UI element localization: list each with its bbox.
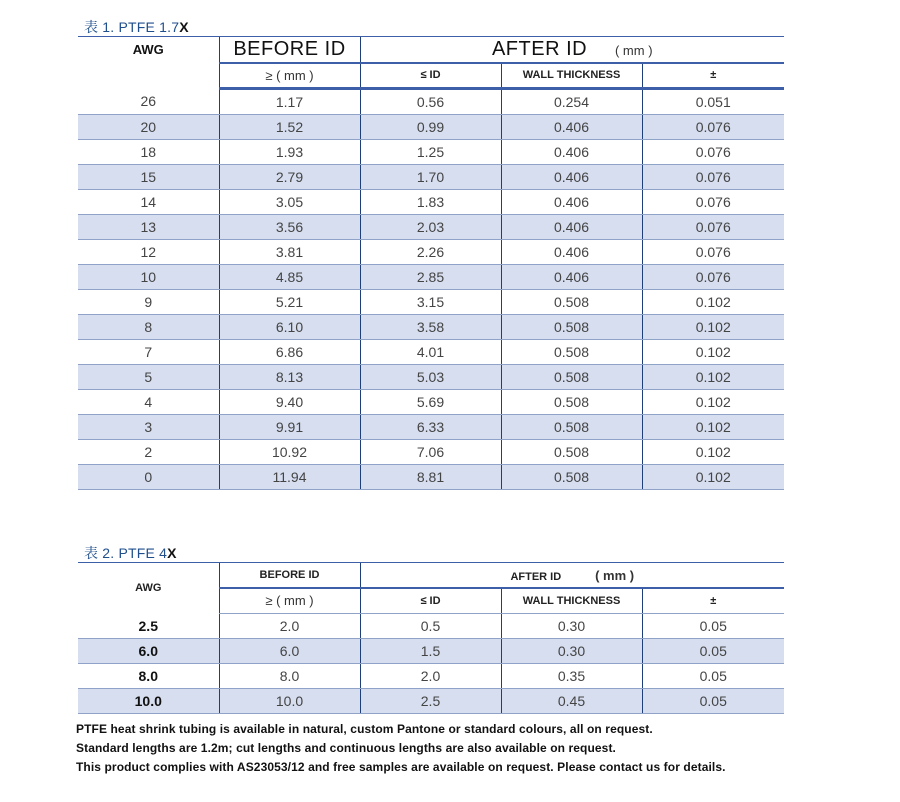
table2-subheader-before: ≥ ( mm ): [219, 588, 360, 614]
table-cell: 0.076: [642, 240, 784, 265]
table2-subheader-id: ≤ ID: [360, 588, 501, 614]
table-cell: 0.05: [642, 639, 784, 664]
table-cell: 15: [78, 165, 219, 190]
table-cell: 3.15: [360, 290, 501, 315]
table-cell: 0.508: [501, 315, 642, 340]
table-row: [78, 290, 784, 315]
table-cell: 0.508: [501, 415, 642, 440]
table-cell: 20: [78, 115, 219, 140]
notes: [76, 720, 726, 777]
table-cell: 0.406: [501, 240, 642, 265]
table-cell: 5.03: [360, 365, 501, 390]
table-row: [78, 614, 784, 639]
table-cell: 0.254: [501, 89, 642, 115]
table-cell: 0.406: [501, 115, 642, 140]
note-3: This product complies with AS23053/12 and free samples are available on request. Please contact us for details.: [76, 760, 726, 774]
table-cell: 4.85: [219, 265, 360, 290]
table-cell: 0.30: [501, 639, 642, 664]
table-cell: 11.94: [219, 465, 360, 490]
table1-after-id-header: [360, 37, 784, 63]
table-row: [78, 365, 784, 390]
table-cell: 2.5: [78, 614, 219, 639]
table-cell: 0.05: [642, 664, 784, 689]
table-cell: 0.102: [642, 365, 784, 390]
table2-subheader-tolerance: ±: [642, 588, 784, 614]
table-cell: 0.076: [642, 190, 784, 215]
table-cell: 0.508: [501, 440, 642, 465]
table-cell: 0.508: [501, 465, 642, 490]
table-cell: 0.076: [642, 165, 784, 190]
table-cell: 0.35: [501, 664, 642, 689]
table2-caption-suffix: X: [167, 545, 177, 561]
table-cell: 12: [78, 240, 219, 265]
table-cell: 4: [78, 390, 219, 415]
table-cell: 0.076: [642, 115, 784, 140]
table-cell: 0: [78, 465, 219, 490]
table-cell: 0.076: [642, 140, 784, 165]
table-cell: 0.508: [501, 340, 642, 365]
table-cell: 26: [78, 89, 219, 115]
table1-subheader-id: ≤ ID: [360, 63, 501, 89]
table-cell: 0.102: [642, 465, 784, 490]
table1-caption-suffix: X: [179, 19, 189, 35]
table-cell: 0.406: [501, 265, 642, 290]
note-1: PTFE heat shrink tubing is available in natural, custom Pantone or standard colours, all on request.: [76, 722, 653, 736]
table-cell: 1.93: [219, 140, 360, 165]
table-cell: 0.45: [501, 689, 642, 714]
table-cell: 10.0: [219, 689, 360, 714]
table-row: [78, 215, 784, 240]
table-cell: 10.92: [219, 440, 360, 465]
table-cell: 0.508: [501, 390, 642, 415]
table-cell: 2.5: [360, 689, 501, 714]
table-row: [78, 440, 784, 465]
table2: [78, 562, 784, 714]
table-cell: 5: [78, 365, 219, 390]
table-cell: 6.86: [219, 340, 360, 365]
table-cell: 3.56: [219, 215, 360, 240]
table1-caption-text: 表 1. PTFE 1.7: [84, 19, 180, 35]
table-cell: 1.52: [219, 115, 360, 140]
table-row: [78, 390, 784, 415]
table-cell: 0.05: [642, 689, 784, 714]
table-cell: 0.406: [501, 165, 642, 190]
table1-after-id-unit: ( mm ): [614, 42, 653, 58]
table-cell: 6.0: [219, 639, 360, 664]
table2-caption-text: 表 2. PTFE 4: [84, 545, 168, 561]
table-cell: 9.91: [219, 415, 360, 440]
table-cell: 1.25: [360, 140, 501, 165]
table-cell: 0.102: [642, 340, 784, 365]
table-row: [78, 190, 784, 215]
table-cell: 0.102: [642, 290, 784, 315]
table-cell: 1.70: [360, 165, 501, 190]
table1-subheader-before: ≥ ( mm ): [219, 63, 360, 89]
table-row: [78, 340, 784, 365]
table-cell: 6.0: [78, 639, 219, 664]
table-cell: 6.10: [219, 315, 360, 340]
table-cell: 7: [78, 340, 219, 365]
table-cell: 4.01: [360, 340, 501, 365]
table2-awg-header: AWG: [78, 563, 219, 614]
table1-subheader-wall: WALL THICKNESS: [501, 63, 642, 89]
table-cell: 3.58: [360, 315, 501, 340]
table-cell: 3: [78, 415, 219, 440]
table-row: [78, 265, 784, 290]
table-cell: 2.79: [219, 165, 360, 190]
table-cell: 1.17: [219, 89, 360, 115]
table-cell: 0.30: [501, 614, 642, 639]
table-cell: 0.076: [642, 265, 784, 290]
table-cell: 8.0: [219, 664, 360, 689]
table2-after-id-label: AFTER ID: [510, 570, 562, 583]
table-cell: 0.99: [360, 115, 501, 140]
table1: [78, 36, 784, 490]
table-cell: 0.56: [360, 89, 501, 115]
table1-body: [78, 89, 784, 490]
table-cell: 7.06: [360, 440, 501, 465]
table-cell: 0.508: [501, 290, 642, 315]
note-2: Standard lengths are 1.2m; cut lengths and continuous lengths are also available on request.: [76, 741, 616, 755]
table-row: [78, 639, 784, 664]
table1-awg-header: AWG: [78, 37, 219, 89]
table-cell: 2.0: [360, 664, 501, 689]
table-row: [78, 165, 784, 190]
table-cell: 0.102: [642, 415, 784, 440]
table2-subheader-wall: WALL THICKNESS: [501, 588, 642, 614]
table-cell: 0.406: [501, 190, 642, 215]
table2-before-id-header: BEFORE ID: [219, 563, 360, 588]
table2-after-id-header: [360, 563, 784, 588]
table-cell: 6.33: [360, 415, 501, 440]
table-cell: 5.69: [360, 390, 501, 415]
table-cell: 0.102: [642, 440, 784, 465]
table-cell: 5.21: [219, 290, 360, 315]
table-cell: 9: [78, 290, 219, 315]
table-cell: 8.0: [78, 664, 219, 689]
table-cell: 8.13: [219, 365, 360, 390]
table-cell: 0.051: [642, 89, 784, 115]
table1-subheader-tolerance: ±: [642, 63, 784, 89]
table-cell: 2.0: [219, 614, 360, 639]
table-row: [78, 664, 784, 689]
table-cell: 1.83: [360, 190, 501, 215]
table-cell: 2.03: [360, 215, 501, 240]
table2-body: [78, 614, 784, 714]
table-cell: 3.05: [219, 190, 360, 215]
table-cell: 9.40: [219, 390, 360, 415]
table-cell: 3.81: [219, 240, 360, 265]
table-row: [78, 89, 784, 115]
table-row: [78, 115, 784, 140]
table-cell: 0.076: [642, 215, 784, 240]
table-cell: 13: [78, 215, 219, 240]
table-row: [78, 315, 784, 340]
table-row: [78, 240, 784, 265]
table-cell: 2.26: [360, 240, 501, 265]
table-cell: 8: [78, 315, 219, 340]
table-row: [78, 689, 784, 714]
table2-after-id-unit: ( mm ): [595, 567, 635, 583]
table-row: [78, 465, 784, 490]
table1-after-id-label: AFTER ID: [491, 37, 588, 60]
table-cell: 0.406: [501, 140, 642, 165]
table-cell: 10.0: [78, 689, 219, 714]
table-cell: 2: [78, 440, 219, 465]
table-cell: 18: [78, 140, 219, 165]
table1-caption: [84, 17, 189, 37]
table-cell: 0.05: [642, 614, 784, 639]
table-cell: 0.508: [501, 365, 642, 390]
table-cell: 1.5: [360, 639, 501, 664]
table-cell: 0.102: [642, 390, 784, 415]
table-cell: 0.406: [501, 215, 642, 240]
table1-before-id-header: BEFORE ID: [219, 37, 360, 63]
table-row: [78, 140, 784, 165]
table-cell: 8.81: [360, 465, 501, 490]
table-cell: 14: [78, 190, 219, 215]
table2-caption: [84, 543, 177, 563]
table-cell: 0.102: [642, 315, 784, 340]
table-row: [78, 415, 784, 440]
table-cell: 0.5: [360, 614, 501, 639]
table-cell: 2.85: [360, 265, 501, 290]
table-cell: 10: [78, 265, 219, 290]
